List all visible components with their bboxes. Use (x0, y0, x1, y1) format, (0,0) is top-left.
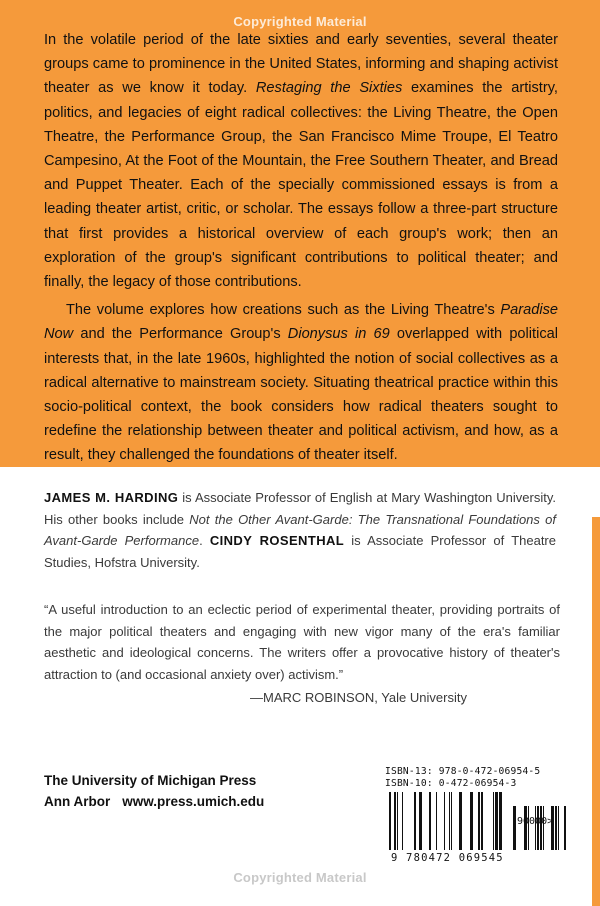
publisher-info (44, 770, 264, 812)
addon-code: 90000> (517, 816, 554, 827)
isbn-10-label: ISBN-10: 0-472-06954-3 (385, 778, 517, 789)
quote-attribution: —MARC ROBINSON, Yale University (250, 690, 467, 705)
barcode-bar (528, 806, 529, 850)
barcode-bar (481, 792, 483, 850)
barcode-bar (394, 792, 396, 850)
barcode-bar (558, 806, 559, 850)
barcode-bar (449, 792, 450, 850)
author-name-rosenthal: CINDY ROSENTHAL (209, 533, 345, 548)
publisher-url: www.press.umich.edu (122, 794, 265, 809)
barcode-bar (436, 792, 437, 850)
description-paragraph-2: The volume explores how creations such as the Living Theatre's Paradise Now and the Performance Group's Dionysus in 69 overlapped with political interests that, in the late 1960s, highlighted the notion of social collectives as a radical alternative to mainstream society. Situating theatrical practice within this socio-political context, the book considers how radical theaters sought to redefine the relationship between theater and political activism, and how, as a result, they challenged the foundations of theater itself. (44, 302, 558, 464)
watermark-top: Copyrighted Material (233, 14, 367, 29)
review-quote: “A useful introduction to an eclectic period of experimental theater, providing portraits of the major political theaters and engaging with new vigor many of the era's familiar aesthetic and ideological concerns. The writers offer a provocative history of theater's attraction to (and occasional anxiety over) activism.” (44, 602, 560, 683)
other-book-title: Not the Other Avant-Garde: The Transnational Foundations of Avant-Garde Performance (44, 511, 556, 548)
barcode-bar (389, 792, 391, 850)
barcode-digits: 9 780472 069545 (391, 852, 504, 864)
barcode-bar (535, 806, 536, 850)
book-description (44, 28, 558, 468)
barcode-bar (451, 792, 452, 850)
barcode-bar (493, 792, 494, 850)
book-title-restaging: Restaging the Sixties (255, 80, 403, 97)
orange-edge-strip (592, 517, 600, 906)
barcode-bar (564, 806, 566, 850)
barcode-bar (537, 806, 539, 850)
barcode-bar (543, 806, 544, 850)
barcode-bar (402, 792, 403, 850)
barcode-graphic-wrap (385, 792, 570, 852)
barcode-bar (540, 806, 542, 850)
barcode-bar (419, 792, 422, 850)
author-bios: JAMES M. HARDING is Associate Professor of English at Mary Washington University. His other books include Not the Other Avant-Garde: The Transnational Foundations of Avant-Garde Performance. CINDY ROSENTHAL is Associate Professor of Theatre Studies, Hofstra University. (44, 490, 556, 570)
author-name-harding: JAMES M. HARDING (44, 490, 179, 505)
watermark-bottom: Copyrighted Material (233, 870, 367, 885)
barcode-bar (513, 806, 516, 850)
description-paragraph-1: In the volatile period of the late sixties and early seventies, several theater groups came to prominence in the United States, informing and shaping activist theater as we know it today. Restaging the Sixties examines the artistry, politics, and legacies of eight radical collectives: the Living Theatre, the Open Theatre, the Performance Group, the San Francisco Mime Troupe, El Teatro Campesino, At the Foot of the Mountain, the Free Southern Theater, and Bread and Puppet Theater. Each of the specially commissioned essays is from a leading theater artist, critic, or scholar. The essays follow a three-part structure that first provides a historical overview of each group's work; then an exploration of the group's significant contributions to political theater; and finally, the legacy of those contributions. (44, 32, 558, 291)
barcode-bar (470, 792, 473, 850)
barcode-bar (551, 806, 554, 850)
barcode-bar (555, 806, 557, 850)
publisher-city: Ann Arbor (44, 794, 111, 809)
barcode-bar (429, 792, 431, 850)
barcode-bar (444, 792, 445, 850)
work-title-dionysus: Dionysus in 69 (287, 326, 390, 343)
barcode-bar (495, 792, 498, 850)
isbn-barcode (385, 766, 570, 866)
barcode-bar (459, 792, 462, 850)
barcode-bar (478, 792, 480, 850)
barcode-bar (397, 792, 398, 850)
publisher-name: The University of Michigan Press (44, 773, 257, 788)
isbn-13-label: ISBN-13: 978-0-472-06954-5 (385, 766, 541, 777)
barcode-bar (524, 806, 527, 850)
work-title-paradise-now: Paradise Now (44, 302, 558, 343)
publisher-location-line (44, 791, 264, 812)
barcode-bar (499, 792, 502, 850)
barcode-bar (414, 792, 416, 850)
